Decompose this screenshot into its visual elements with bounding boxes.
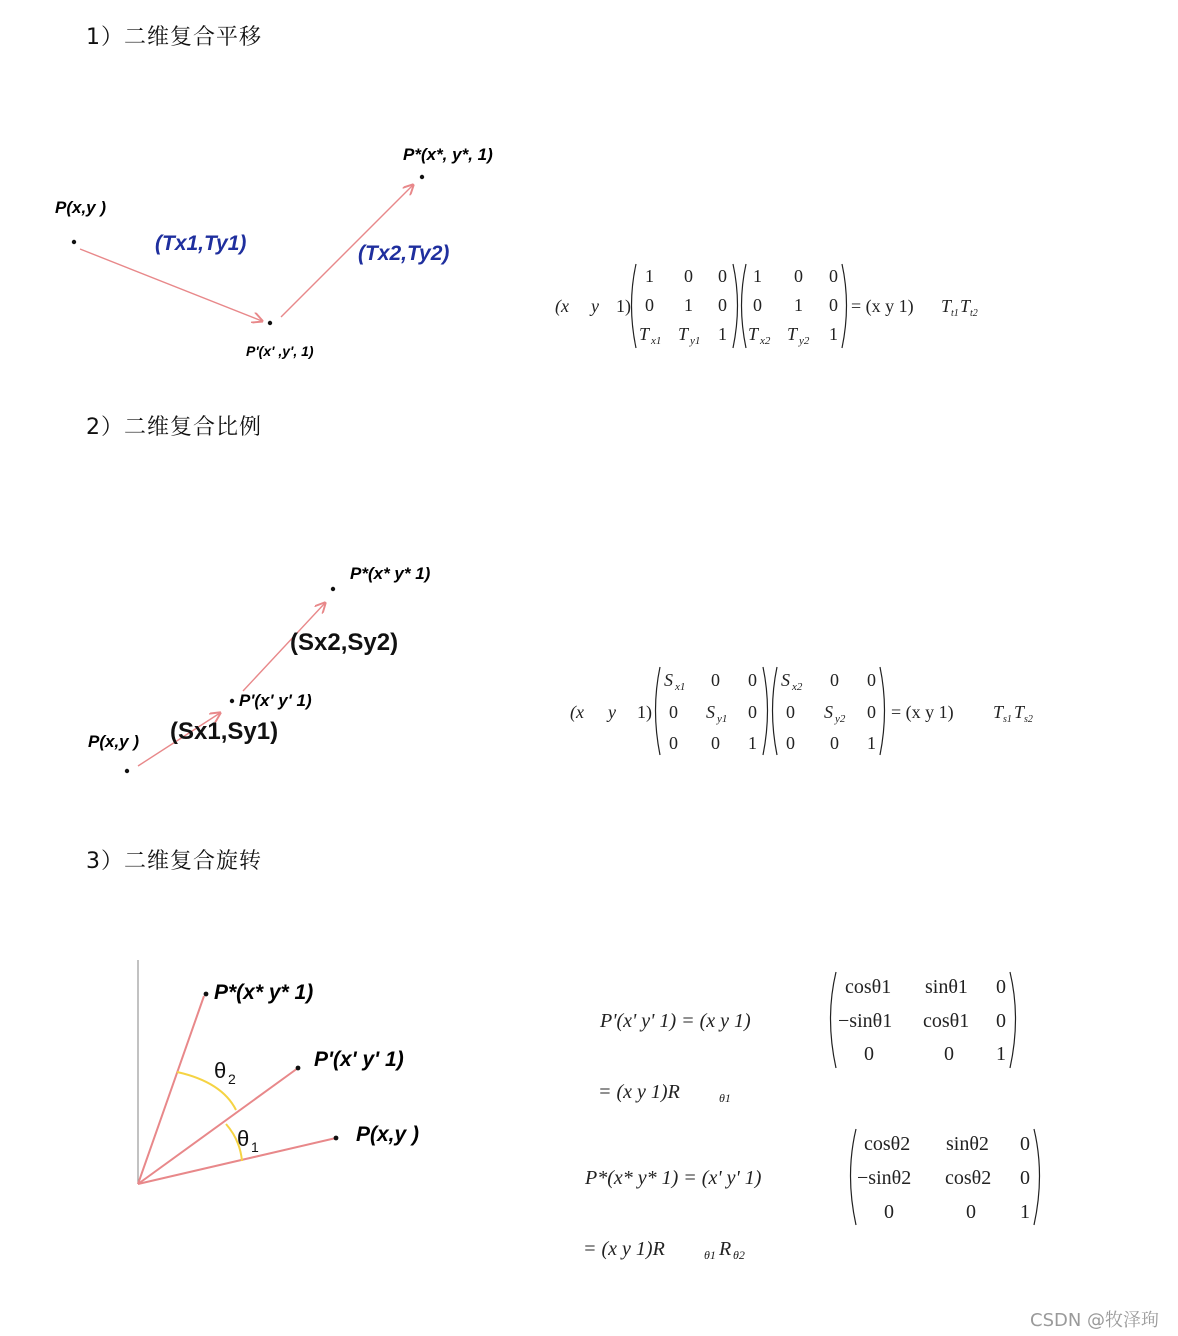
m2-a31: 0	[786, 733, 795, 753]
row-vector-1: 1)	[637, 702, 652, 722]
r2-a22: cosθ2	[945, 1167, 992, 1189]
m2-a33: 1	[829, 324, 838, 344]
formula2-lhs: P*(x* y* 1) = (x' y' 1)	[585, 1167, 762, 1189]
m2-a32-sub: y2	[799, 335, 810, 347]
label-theta1: θ	[237, 1126, 250, 1151]
m2-a23: 0	[829, 295, 838, 315]
m2-a21: 0	[786, 702, 795, 722]
formula2-line2-r2: R	[719, 1238, 732, 1260]
m1-a23: 0	[748, 702, 757, 722]
row-vector-1: 1)	[616, 296, 631, 316]
m1-a13: 0	[748, 670, 757, 690]
m2-a23: 0	[867, 702, 876, 722]
label-t1: (Tx1,Ty1)	[155, 232, 247, 255]
r1-a21: −sinθ1	[838, 1010, 893, 1032]
r2-a32: 0	[966, 1201, 976, 1223]
m2-a12: 0	[830, 670, 839, 690]
section-heading-scaling: 2）二维复合比例	[86, 415, 262, 440]
rhs-t1-sub: s1	[1003, 714, 1012, 725]
r1-a33: 1	[996, 1043, 1006, 1065]
r2-a11: cosθ2	[864, 1133, 911, 1155]
label-p2: P*(x*, y*, 1)	[403, 145, 493, 164]
m2-a22: 1	[794, 295, 803, 315]
formula1-line2-sub: θ1	[719, 1091, 731, 1105]
m2-a13: 0	[829, 266, 838, 286]
m1-a12: 0	[684, 266, 693, 286]
m1-a13: 0	[718, 266, 727, 286]
row-vector-x: (x	[555, 296, 569, 316]
m1-a22: 1	[684, 295, 693, 315]
label-theta1-sub: 1	[251, 1139, 259, 1155]
rhs: = (x y 1)	[851, 296, 914, 316]
rhs-t2-sub: t2	[970, 308, 978, 319]
m1-a11: S	[664, 670, 673, 690]
m2-a31: T	[748, 324, 759, 344]
r2-a33: 1	[1020, 1201, 1030, 1223]
row-vector-y: y	[608, 702, 616, 722]
label-t2: (Tx2,Ty2)	[358, 242, 450, 265]
r1-a32: 0	[944, 1043, 954, 1065]
r1-a12: sinθ1	[925, 976, 968, 998]
formula2-line2-sub1: θ1	[704, 1248, 716, 1262]
rhs: = (x y 1)	[891, 702, 954, 722]
m2-a12: 0	[794, 266, 803, 286]
row-vector-x: (x	[570, 702, 584, 722]
rhs-t1: T	[941, 296, 952, 316]
r1-a11: cosθ1	[845, 976, 892, 998]
label-s2: (Sx2,Sy2)	[290, 629, 399, 656]
rhs-t2: T	[960, 296, 971, 316]
formula1-lhs: P'(x' y' 1) = (x y 1)	[600, 1010, 751, 1032]
r1-a23: 0	[996, 1010, 1006, 1032]
label-p2: P*(x* y* 1)	[350, 564, 431, 583]
m1-a32: 0	[711, 733, 720, 753]
m2-a21: 0	[753, 295, 762, 315]
r2-a13: 0	[1020, 1133, 1030, 1155]
m2-a32: T	[787, 324, 798, 344]
m1-a21: 0	[669, 702, 678, 722]
r2-a21: −sinθ2	[857, 1167, 912, 1189]
section-heading-rotation: 3）二维复合旋转	[86, 849, 262, 874]
m1-a33: 1	[748, 733, 757, 753]
r1-a31: 0	[864, 1043, 874, 1065]
rhs-t1: T	[993, 702, 1004, 722]
label-p: P(x,y )	[55, 198, 107, 217]
m1-a11-sub: x1	[675, 681, 686, 693]
m2-a11: 1	[753, 266, 762, 286]
row-vector-y: y	[591, 296, 599, 316]
r2-a12: sinθ2	[946, 1133, 989, 1155]
section-heading-translation: 1）二维复合平移	[86, 25, 262, 50]
m1-a23: 0	[718, 295, 727, 315]
m2-a31-sub: x2	[760, 335, 771, 347]
m1-a32: T	[678, 324, 689, 344]
formula1-line2: = (x y 1)R	[598, 1081, 680, 1103]
label-s1: (Sx1,Sy1)	[170, 718, 279, 745]
r2-a31: 0	[884, 1201, 894, 1223]
rhs-t2: T	[1014, 702, 1025, 722]
m1-a12: 0	[711, 670, 720, 690]
r1-a13: 0	[996, 976, 1006, 998]
r2-a23: 0	[1020, 1167, 1030, 1189]
label-theta2: θ	[214, 1058, 227, 1083]
m1-a31: 0	[669, 733, 678, 753]
m1-a31-sub: x1	[651, 335, 662, 347]
r1-a22: cosθ1	[923, 1010, 970, 1032]
m2-a33: 1	[867, 733, 876, 753]
m1-a22-sub: y1	[717, 713, 728, 725]
formula2-line2: = (x y 1)R	[583, 1238, 665, 1260]
label-p: P(x,y )	[356, 1123, 420, 1146]
m2-a11: S	[781, 670, 790, 690]
m1-a21: 0	[645, 295, 654, 315]
m2-a22: S	[824, 702, 833, 722]
label-p1: P'(x' y' 1)	[314, 1048, 404, 1071]
m1-a11: 1	[645, 266, 654, 286]
m1-a31: T	[639, 324, 650, 344]
label-p1: P'(x' ,y', 1)	[246, 343, 314, 359]
formula2-line2-sub2: θ2	[733, 1248, 745, 1262]
rhs-t2-sub: s2	[1024, 714, 1033, 725]
m2-a11-sub: x2	[792, 681, 803, 693]
label-theta2-sub: 2	[228, 1071, 236, 1087]
m1-a22: S	[706, 702, 715, 722]
watermark: CSDN @牧泽珣	[1030, 1310, 1160, 1331]
label-p2: P*(x* y* 1)	[214, 981, 314, 1004]
m2-a13: 0	[867, 670, 876, 690]
m1-a33: 1	[718, 324, 727, 344]
rhs-t1-sub: t1	[951, 308, 959, 319]
label-p: P(x,y )	[88, 732, 140, 751]
m2-a32: 0	[830, 733, 839, 753]
m1-a32-sub: y1	[690, 335, 701, 347]
m2-a22-sub: y2	[835, 713, 846, 725]
label-p1: P'(x' y' 1)	[239, 691, 312, 710]
